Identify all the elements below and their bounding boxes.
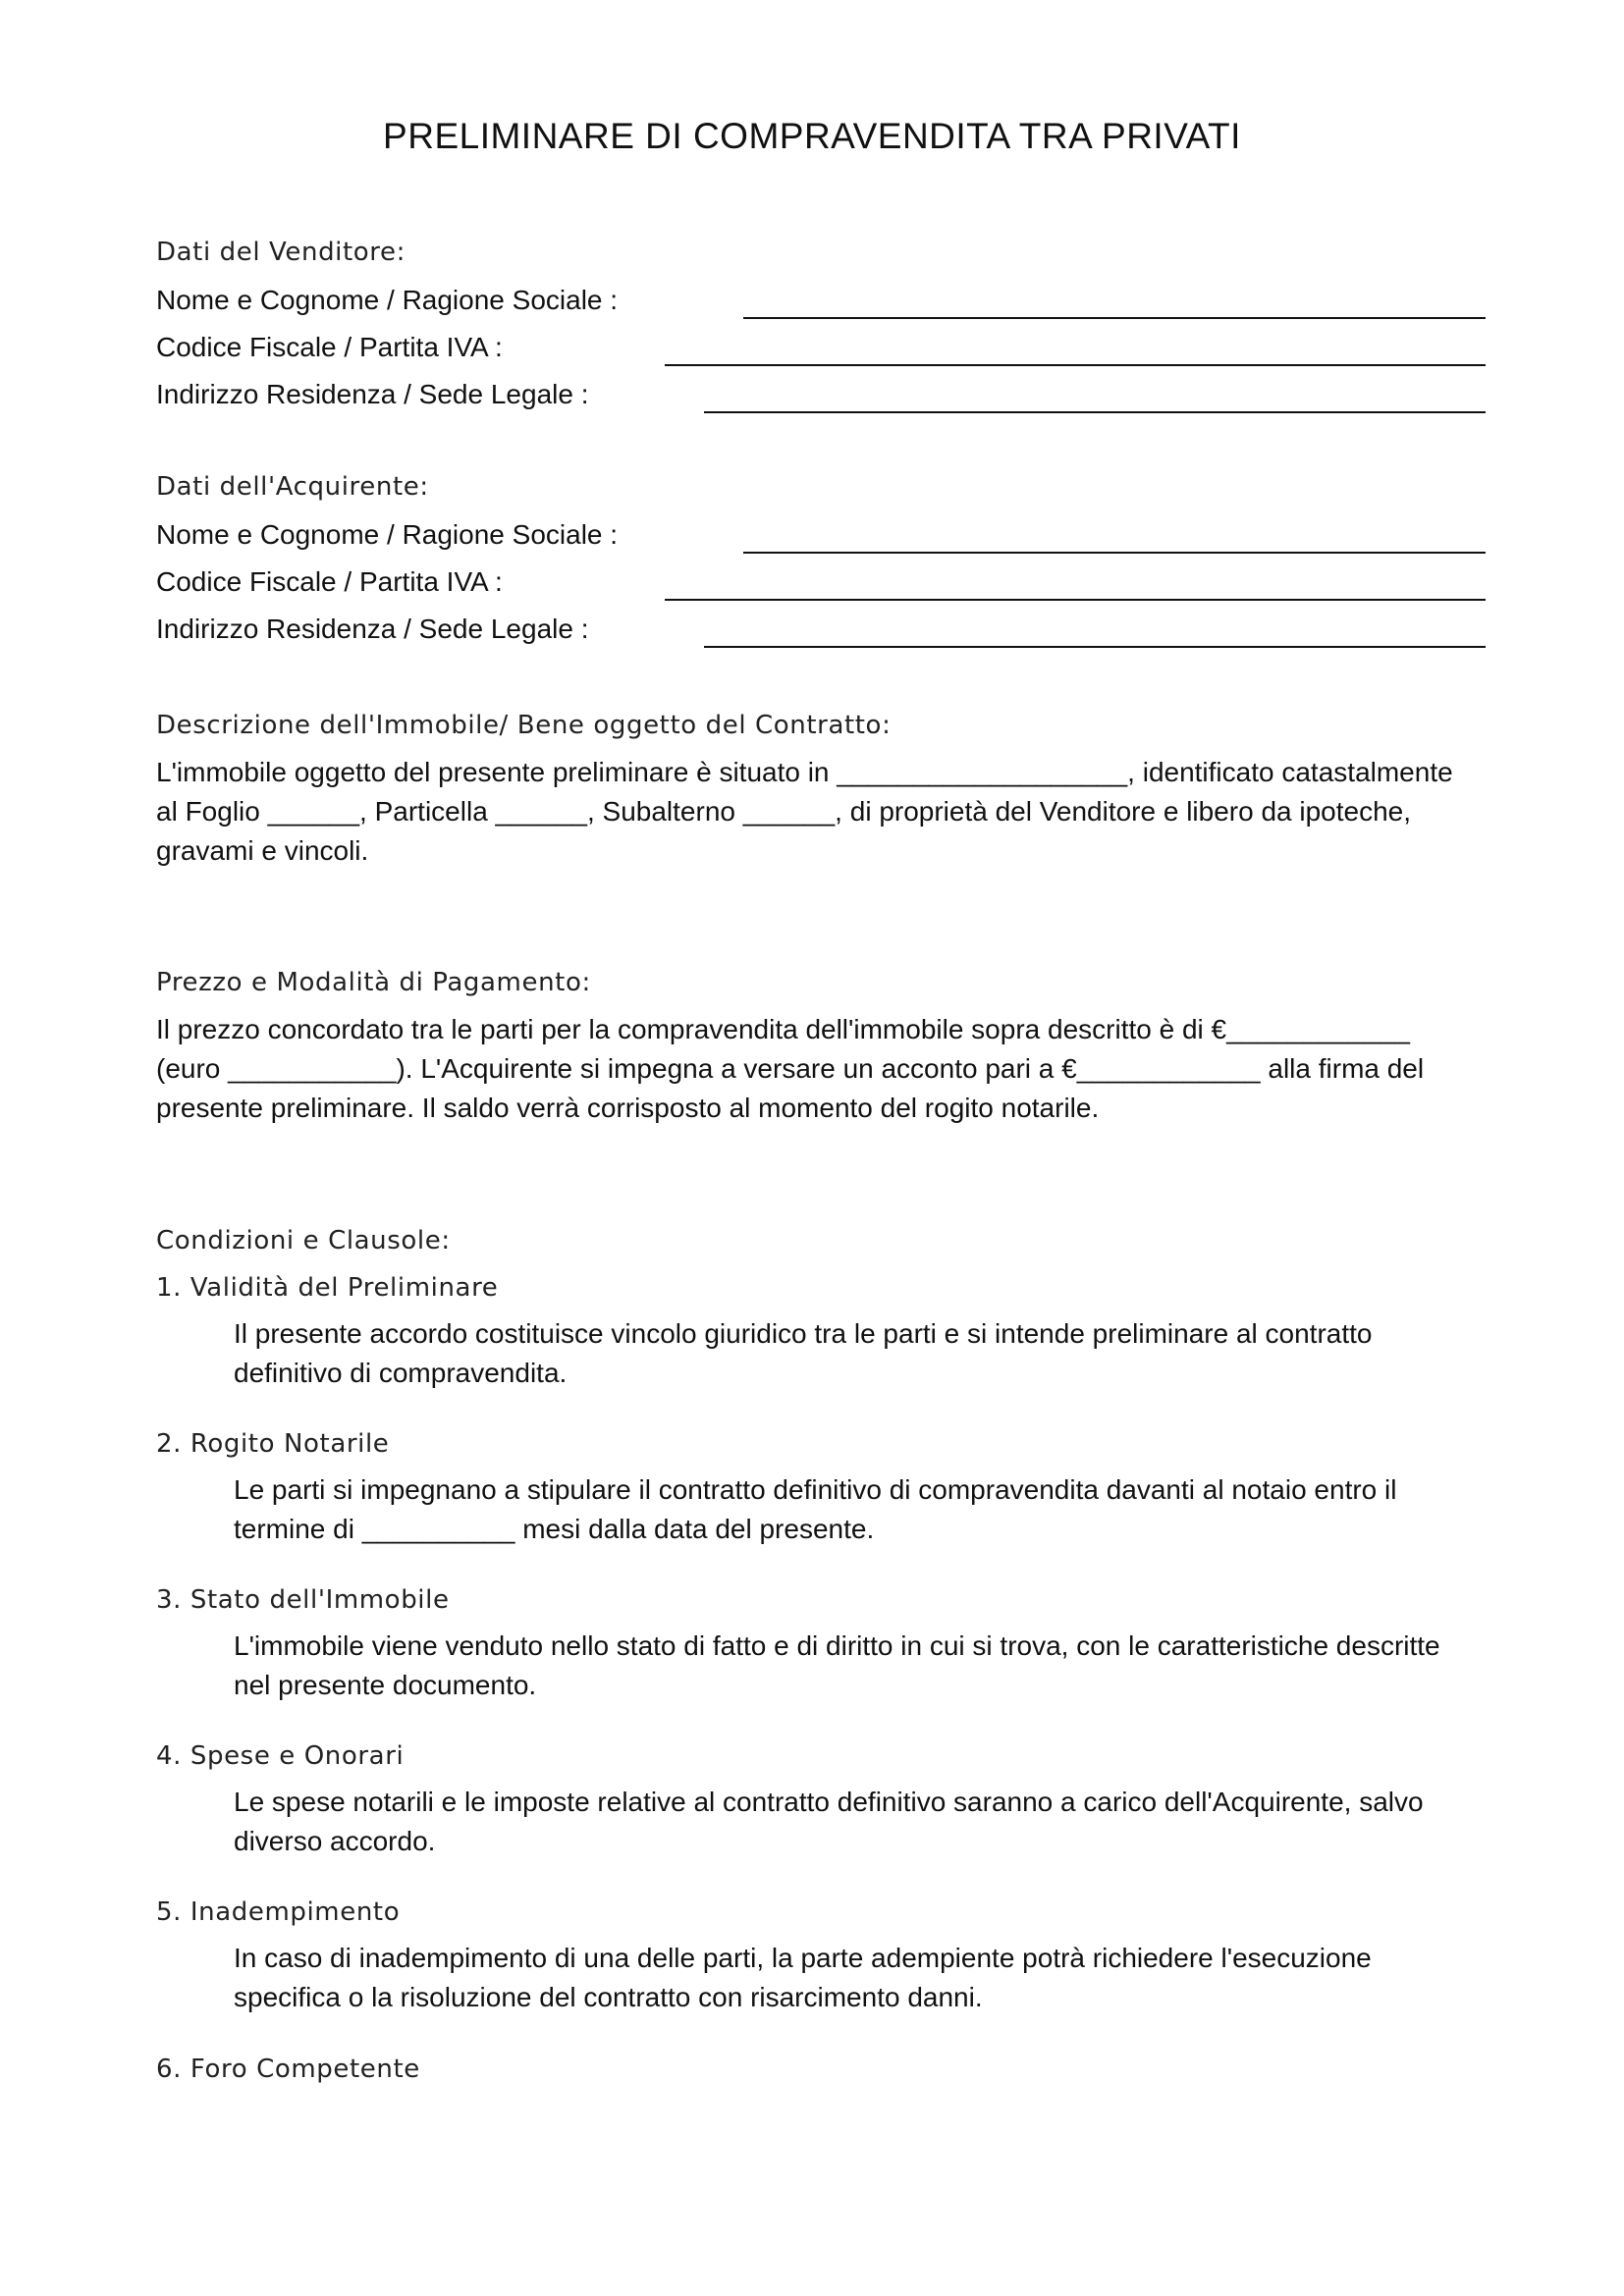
buyer-address-label: Indirizzo Residenza / Sede Legale : <box>156 614 589 644</box>
price-line: Il prezzo concordato tra le parti per la compravendita dell'immobile sopra descritto è di €____________ <box>156 1014 1410 1044</box>
document-title: PRELIMINARE DI COMPRAVENDITA TRA PRIVATI <box>383 116 1241 156</box>
clause-line: definitivo di compravendita. <box>234 1358 568 1388</box>
seller-taxcode-label: Codice Fiscale / Partita IVA : <box>156 332 503 362</box>
price-description <box>156 1010 1491 1128</box>
clause-1-body <box>234 1314 1372 1393</box>
clause-line: termine di __________ mesi dalla data del presente. <box>234 1514 875 1544</box>
clause-line: nel presente documento. <box>234 1670 537 1700</box>
price-heading: Prezzo e Modalità di Pagamento: <box>156 968 591 997</box>
clause-5-body <box>234 1939 1372 2017</box>
clause-line: diverso accordo. <box>234 1826 436 1856</box>
property-line: L'immobile oggetto del presente preliminare è situato in ___________________, identificato catastalmente <box>156 757 1453 787</box>
clause-4-body <box>234 1783 1424 1861</box>
clause-line: specifica o la risoluzione del contratto con risarcimento danni. <box>234 1982 983 2012</box>
seller-address-field[interactable] <box>704 411 1486 413</box>
seller-name-field[interactable] <box>743 317 1486 319</box>
seller-taxcode-field[interactable] <box>665 364 1486 366</box>
price-line: presente preliminare. Il saldo verrà corrisposto al momento del rogito notarile. <box>156 1093 1100 1123</box>
clause-6-title: 6. Foro Competente <box>156 2055 420 2084</box>
seller-heading: Dati del Venditore: <box>156 238 406 267</box>
clause-line: In caso di inadempimento di una delle parti, la parte adempiente potrà richiedere l'esecuzione <box>234 1943 1372 1973</box>
buyer-name-label: Nome e Cognome / Ragione Sociale : <box>156 519 619 550</box>
property-line: al Foglio ______, Particella ______, Subalterno ______, di proprietà del Venditore e libero da ipoteche, <box>156 796 1412 827</box>
price-line: (euro ___________). L'Acquirente si impegna a versare un acconto pari a €____________ alla firma del <box>156 1053 1425 1084</box>
clause-line: Il presente accordo costituisce vincolo giuridico tra le parti e si intende preliminare al contratto <box>234 1318 1373 1349</box>
clause-3-title: 3. Stato dell'Immobile <box>156 1585 450 1615</box>
conditions-heading: Condizioni e Clausole: <box>156 1226 451 1255</box>
buyer-taxcode-field[interactable] <box>665 599 1486 601</box>
clause-2-title: 2. Rogito Notarile <box>156 1429 390 1459</box>
clause-line: Le parti si impegnano a stipulare il contratto definitivo di compravendita davanti al notaio entro il <box>234 1474 1397 1505</box>
clause-line: L'immobile viene venduto nello stato di fatto e di diritto in cui si trova, con le caratteristiche descritte <box>234 1630 1440 1661</box>
buyer-heading: Dati dell'Acquirente: <box>156 472 429 502</box>
buyer-taxcode-label: Codice Fiscale / Partita IVA : <box>156 566 503 597</box>
clause-4-title: 4. Spese e Onorari <box>156 1741 405 1771</box>
buyer-name-field[interactable] <box>743 552 1486 554</box>
clause-2-body <box>234 1470 1396 1549</box>
property-line: gravami e vincoli. <box>156 835 369 866</box>
clause-line: Le spese notarili e le imposte relative al contratto definitivo saranno a carico dell'Acquirente, salvo <box>234 1787 1424 1817</box>
clause-3-body <box>234 1627 1440 1705</box>
seller-name-label: Nome e Cognome / Ragione Sociale : <box>156 285 619 315</box>
seller-address-label: Indirizzo Residenza / Sede Legale : <box>156 379 589 409</box>
buyer-address-field[interactable] <box>704 646 1486 648</box>
property-description <box>156 753 1491 871</box>
clause-1-title: 1. Validità del Preliminare <box>156 1273 499 1303</box>
property-heading: Descrizione dell'Immobile/ Bene oggetto del Contratto: <box>156 711 892 740</box>
clause-5-title: 5. Inadempimento <box>156 1897 401 1927</box>
